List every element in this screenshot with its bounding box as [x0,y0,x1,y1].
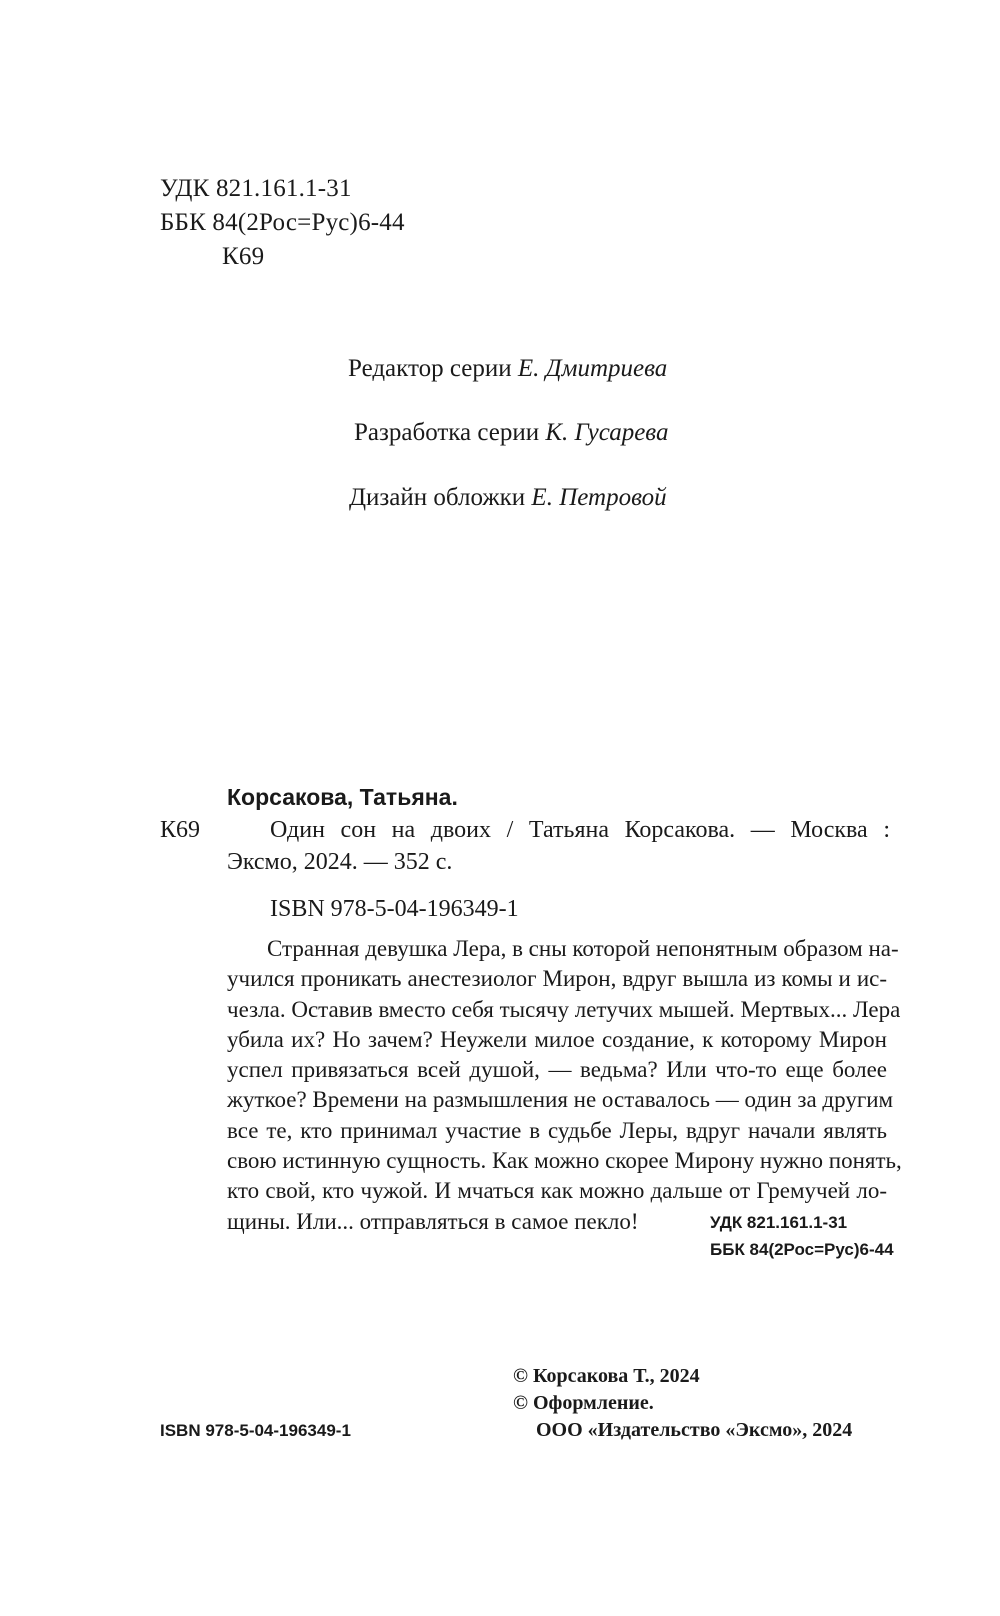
isbn-footer: ISBN 978-5-04-196349-1 [160,1421,351,1440]
annotation-line: успел привязаться всей душой, — ведьма? Или что-то еще более [227,1057,887,1083]
copyright-author: © Корсакова Т., 2024 [513,1365,700,1387]
annotation-line: жуткое? Времени на размышления не оставалось — один за другим [227,1087,894,1113]
credit-name: Е. Петровой [531,484,667,511]
annotation-line: свою истинную сущность. Как можно скорее Мирону нужно понять, [227,1148,902,1174]
annotation-line: чезла. Оставив вместо себя тысячу летучих мышей. Мертвых... Лера [227,996,901,1022]
bibliographic-title: Один сон на двоих / Татьяна Корсакова. — Москва : [270,817,890,843]
bbk-code-bottom: ББК 84(2Рос=Рус)6-44 [710,1240,894,1259]
bibliographic-author-sign: К69 [160,817,201,843]
copyright-publisher: ООО «Издательство «Эксмо», 2024 [536,1419,853,1441]
annotation-paragraph [227,934,902,1237]
udk-code-bottom: УДК 821.161.1-31 [710,1213,848,1232]
copyright-design: © Оформление. [513,1392,654,1414]
annotation-line: щины. Или... отправляться в самое пекло! [227,1208,639,1234]
annotation-line: все те, кто принимал участие в судьбе Леры, вдруг начали являть [227,1117,887,1143]
author-sign: К69 [222,243,265,270]
credit-label: Дизайн обложки [349,484,526,511]
credit-name: К. Гусарева [545,419,669,446]
annotation-line: кто свой, кто чужой. И мчаться как можно дальше от Гремучей ло- [227,1178,887,1204]
bibliographic-author: Корсакова, Татьяна. [227,784,458,810]
udk-code: УДК 821.161.1-31 [160,175,352,202]
credit-label: Редактор серии [348,355,512,382]
annotation-line: учился проникать анестезиолог Мирон, вдруг вышла из комы и ис- [227,966,887,992]
bibliographic-isbn: ISBN 978-5-04-196349-1 [270,896,519,922]
bibliographic-imprint: Эксмо, 2024. — 352 с. [227,849,453,875]
annotation-line: Странная девушка Лера, в сны которой непонятным образом на- [267,936,899,961]
bbk-code: ББК 84(2Рос=Рус)6-44 [160,209,405,236]
credit-series-editor [348,352,667,386]
credit-series-development [354,416,668,450]
credit-name: Е. Дмитриева [517,355,668,382]
credit-label: Разработка серии [354,419,540,446]
annotation-line: убила их? Но зачем? Неужели милое создание, к которому Мирон [227,1026,887,1052]
credit-cover-design [349,481,667,515]
